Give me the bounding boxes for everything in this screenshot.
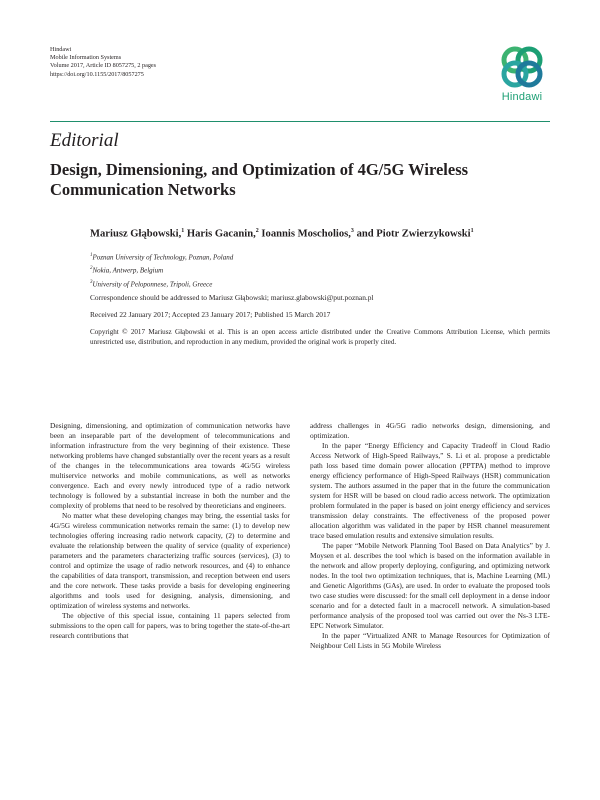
author-affiliation-mark: 1 — [470, 228, 474, 234]
affiliation-text: Poznan University of Technology, Poznan, Poland — [92, 253, 234, 262]
affiliation-number: 3 — [90, 279, 93, 285]
publisher-name: Hindawi — [50, 46, 72, 53]
publication-dates: Received 22 January 2017; Accepted 23 January 2017; Published 15 March 2017 — [90, 310, 331, 319]
body-paragraph: No matter what these developing changes may bring, the essential tasks for 4G/5G wireless communication networks remain the same: (1) to develop new technologies offering increasing radio network capacity, (2) to determine and evaluate the relationship between the quality of service (quality of experience) parameters and the parameters characterizing traffic sources (services), (3) to control and optimize the usage of radio network resources, and (4) to enhance the capabilities of data transport, transmission, and reception between end users and the core network. These tasks provide a basis for developing engineering algorithms and tools used for designing, analysis, dimensioning, and optimization of wireless systems and networks. — [50, 511, 290, 611]
body-paragraph: address challenges in 4G/5G radio networks design, dimensioning, and optimization. — [310, 421, 550, 441]
author-affiliation-mark: 1 — [181, 228, 185, 234]
author-name: Ioannis Moscholios, — [261, 228, 351, 240]
author-name: Haris Gacanin, — [186, 228, 256, 240]
doi-link[interactable]: https://doi.org/10.1155/2017/8057275 — [50, 70, 144, 78]
affiliation-item — [90, 263, 233, 276]
author-name: Mariusz Głąbowski, — [90, 228, 182, 240]
logo-wordmark: Hindawi — [501, 91, 543, 103]
article-type: Editorial — [50, 130, 119, 151]
author-name: and Piotr Zwierzykowski — [356, 228, 471, 240]
copyright-notice: Copyright © 2017 Mariusz Głąbowski et al. This is an open access article distributed under the Creative Commons Attribution License, which permits unrestricted use, distribution, and reproduction in any medium, provided the original work is properly cited. — [90, 328, 550, 346]
body-paragraph: The objective of this special issue, containing 11 papers selected from submissions to the open call for papers, was to bring together the state-of-the-art research contributions that — [50, 611, 290, 641]
body-paragraph: In the paper “Virtualized ANR to Manage Resources for Optimization of Neighbour Cell Lists in 5G Mobile Wireless — [310, 631, 550, 651]
journal-name: Mobile Information Systems — [50, 54, 122, 62]
affiliation-list — [90, 250, 233, 290]
body-paragraph: Designing, dimensioning, and optimization of communication networks have been an inseparable part of the development of telecommunications and information infrastructure from the very beginning of their existence. These networking problems have changed substantially over the recent years as a result of the changes in the telecommunications area towards 4G/5G wireless multiservice networks and mobile communications, as well as networks convergence. Each and every newly introduced type of a radio network technology is followed by a substantial increase in both the number and the complexity of problems that need to be resolved by theoreticians and engineers. — [50, 421, 290, 511]
affiliation-text: Nokia, Antwerp, Belgium — [92, 266, 164, 275]
hindawi-logo — [492, 44, 552, 106]
journal-metadata — [50, 46, 156, 79]
author-list — [90, 228, 474, 240]
header-divider — [50, 121, 550, 122]
body-column-left — [50, 421, 290, 641]
author-affiliation-mark: 2 — [255, 228, 259, 234]
body-paragraph: The paper “Mobile Network Planning Tool Based on Data Analytics” by J. Moysen et al. describes the tool which is based on the information available in the network and allow properly deploying, configuring, and optimizing network nodes. In the tool two optimization techniques, that is, Machine Learning (ML) and Genetic Algorithms (GAs), are used. In order to evaluate the proposed tools two case studies were discussed: for the small cell deployment in a dense indoor scenario and for a detected fault in a macrocell network. A simulation-based performance analysis of the proposed tool was carried out over the Ns-3 LTE-EPC Network Simulator. — [310, 541, 550, 631]
body-column-right — [310, 421, 550, 651]
volume-line: Volume 2017, Article ID 8057275, 2 pages — [50, 62, 157, 70]
body-paragraph: In the paper “Energy Efficiency and Capacity Tradeoff in Cloud Radio Access Network of High-Speed Railways,” S. Li et al. propose a predictable path loss based time domain power allocation (PPTPA) method to improve energy efficiency performance of High-Speed Railways (HSR) communication system. The authors assumed in the paper that in the future the communication system for HSR will be based on cloud radio access network. The optimization problem formulated in the paper is based on joint energy efficiency and services transmission delay constraints. The effectiveness of the proposed power allocation algorithm was validated in the paper by HSR channel measurement trace based emulation results and extensive simulation results. — [310, 441, 550, 541]
affiliation-text: University of Peloponnese, Tripoli, Greece — [92, 279, 213, 288]
article-title: Design, Dimensioning, and Optimization of 4G/5G Wireless Communication Networks — [50, 160, 469, 199]
affiliation-item — [90, 250, 233, 263]
affiliation-item — [90, 277, 233, 290]
affiliation-number: 2 — [90, 266, 93, 272]
hindawi-logo-icon — [499, 44, 545, 90]
affiliation-number: 1 — [90, 253, 93, 258]
author-affiliation-mark: 3 — [350, 228, 354, 234]
correspondence-line: Correspondence should be addressed to Mariusz Głąbowski; mariusz.glabowski@put.poznan.pl — [90, 293, 374, 302]
